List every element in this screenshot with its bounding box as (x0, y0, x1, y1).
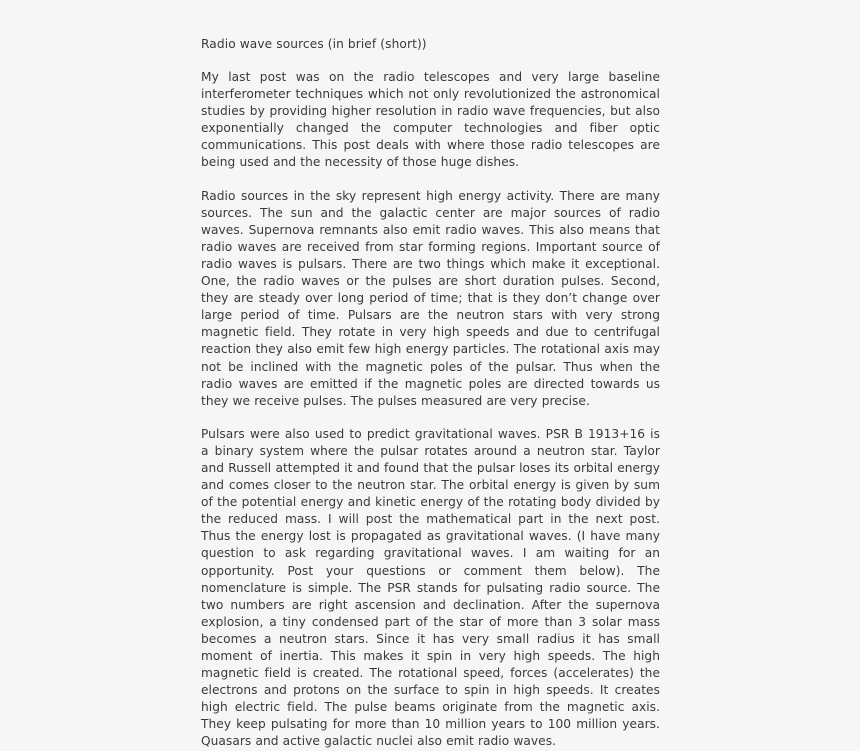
paragraph-pulsars: Pulsars were also used to predict gravitational waves. PSR B 1913+16 is a binary system where the pulsar rotates around a neutron star. Taylor and Russell attempted it and found that the pulsar loses its orbital energy and comes closer to the neutron star. The orbital energy is given by sum of the potential energy and kinetic energy of the rotating body divided by the reduced mass. I will post the mathematical part in the next post. Thus the energy lost is propagated as gravitational waves. (I have many question to ask regarding gravitational waves. I am waiting for an opportunity. Post your questions or comment them below). The nomenclature is simple. The PSR stands for pulsating radio source. The two numbers are right ascension and declination. After the supernova explosion, a tiny condensed part of the star of more than 3 solar mass becomes a neutron stars. Since it has very small radius it has small moment of inertia. This makes it spin in very high speeds. The high magnetic field is created. The rotational speed, forces (accelerates) the electrons and protons on the surface to spin in high speeds. It creates high electric field. The pulse beams originate from the magnetic axis. They keep pulsating for more than 10 million years to 100 million years. Quasars and active galactic nuclei also emit radio waves. (201, 426, 660, 749)
page-title: Radio wave sources (in brief (short)) (201, 37, 427, 51)
article-body (201, 36, 660, 751)
paragraph-intro: My last post was on the radio telescopes and very large baseline interferometer techniques which not only revolutionized the astronomical studies by providing higher resolution in radio wave frequencies, but also exponentially changed the computer technologies and fiber optic communications. This post deals with where those radio telescopes are being used and the necessity of those huge dishes. (201, 70, 660, 170)
paragraph-radio-sources: Radio sources in the sky represent high energy activity. There are many sources. The sun and the galactic center are major sources of radio waves. Supernova remnants also emit radio waves. This also means that radio waves are received from star forming regions. Important source of radio waves is pulsars. There are two things which make it exceptional. One, the radio waves or the pulses are short duration pulses. Second, they are steady over long period of time; that is they don’t change over large period of time. Pulsars are the neutron stars with very strong magnetic field. They rotate in very high speeds and due to centrifugal reaction they also emit few high energy particles. The rotational axis may not be inclined with the magnetic poles of the pulsar. Thus when the radio waves are emitted if the magnetic poles are directed towards us they we receive pulses. The pulses measured are very precise. (201, 188, 660, 408)
